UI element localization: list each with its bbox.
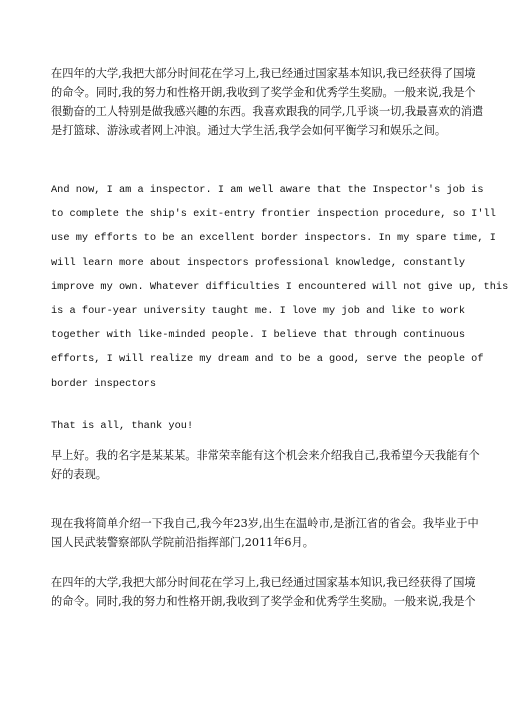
text-line: 早上好。我的名字是某某某。非常荣幸能有这个机会来介绍我自己,我希望今天我能有个 <box>51 449 480 462</box>
text-line: 在四年的大学,我把大部分时间花在学习上,我已经通过国家基本知识,我已经获得了国境 <box>51 67 476 80</box>
paragraph-thanks-en <box>51 414 461 438</box>
text-line: 的命令。同时,我的努力和性格开朗,我收到了奖学金和优秀学生奖励。一般来说,我是个 <box>51 595 476 608</box>
text-line: 现在我将简单介绍一下我自己,我今年23岁,出生在温岭市,是浙江省的省会。我毕业于中 <box>51 517 479 530</box>
text-line: to complete the ship's exit-entry frontier inspection procedure, so I'll <box>51 208 496 221</box>
text-line: border inspectors <box>51 377 157 390</box>
text-line: improve my own. Whatever difficulties I encountered will not give up, this <box>51 280 508 293</box>
text-line: That is all, thank you! <box>51 420 194 432</box>
paragraph-intro-zh <box>51 514 479 552</box>
text-line: will learn more about inspectors professional knowledge, constantly <box>51 256 466 269</box>
text-line: 国人民武装警察部队学院前沿指挥部门,2011年6月。 <box>51 536 314 549</box>
text-line: 在四年的大学,我把大部分时间花在学习上,我已经通过国家基本知识,我已经获得了国境 <box>51 576 476 589</box>
text-line: 很勤奋的工人特别是做我感兴趣的东西。我喜欢跟我的同学,几乎谈一切,我最喜欢的消遣 <box>51 105 484 118</box>
text-line: together with like-minded people. I believe that through continuous <box>51 329 466 342</box>
text-line: 的命令。同时,我的努力和性格开朗,我收到了奖学金和优秀学生奖励。一般来说,我是个 <box>51 86 476 99</box>
text-line: use my efforts to be an excellent border inspectors. In my spare time, I <box>51 232 496 245</box>
text-line: 是打篮球、游泳或者网上冲浪。通过大学生活,我学会如何平衡学习和娱乐之间。 <box>51 124 447 137</box>
text-line: And now, I am a inspector. I am well aware that the Inspector's job is <box>51 184 484 196</box>
paragraph-inspector-en <box>51 178 508 396</box>
text-line: 好的表现。 <box>51 468 107 481</box>
paragraph-greeting-zh <box>51 446 480 484</box>
paragraph-university-zh <box>51 64 484 140</box>
text-line: is a four-year university taught me. I love my job and like to work <box>51 304 466 317</box>
text-line: efforts, I will realize my dream and to be a good, serve the people of <box>51 353 484 366</box>
paragraph-university-repeat-zh <box>51 573 476 611</box>
